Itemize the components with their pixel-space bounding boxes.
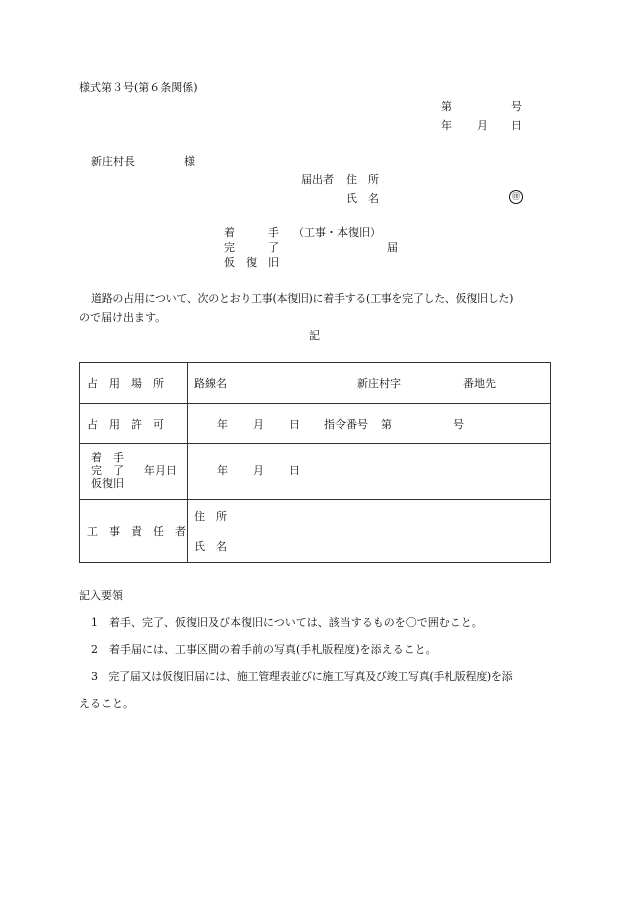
village-label: 新庄村字 xyxy=(357,377,401,390)
label-permit-text: 占 用 許 可 xyxy=(87,418,164,431)
date-year-label: 年 xyxy=(441,119,452,132)
applicant-name-label: 氏 名 xyxy=(346,192,379,205)
title-line-chakushu: 着 手 xyxy=(224,226,279,239)
table-row-responsible xyxy=(80,500,551,563)
order-number-label: 指令番号 xyxy=(324,418,368,431)
value-location xyxy=(188,363,551,404)
title-line-karifukkyu: 仮 復 旧 xyxy=(224,256,279,269)
notes-heading: 記入要領 xyxy=(79,589,123,602)
label-responsible xyxy=(80,500,188,563)
addressee-honorific: 様 xyxy=(184,155,195,168)
date-day-label: 日 xyxy=(511,119,522,132)
order-dai-label: 第 xyxy=(381,418,392,431)
banchi-label: 番地先 xyxy=(463,377,496,390)
responsible-address-label: 住 所 xyxy=(194,510,227,523)
value-responsible xyxy=(188,500,551,563)
permit-year-label: 年 xyxy=(217,418,228,431)
notes-item-3: 3 完了届又は仮復旧届には、施工管理表並びに施工写真及び竣工写真(手札版程度)を添 xyxy=(91,670,513,683)
label-karifukkyu: 仮復旧 xyxy=(91,477,124,490)
table-row-location xyxy=(80,363,551,404)
occupancy-form-table xyxy=(79,362,551,563)
label-location-text: 占 用 場 所 xyxy=(87,377,164,390)
number-label-dai: 第 xyxy=(441,100,452,113)
title-line-kanryo: 完 了 xyxy=(224,241,279,254)
number-label-go: 号 xyxy=(511,100,522,113)
label-responsible-text: 工 事 責 任 者 xyxy=(87,525,186,538)
seal-mark-text: ㊞ xyxy=(512,192,520,201)
ki-label: 記 xyxy=(309,329,320,342)
permit-month-label: 月 xyxy=(253,418,264,431)
label-date-suffix: 年月日 xyxy=(144,464,177,477)
order-go-label: 号 xyxy=(453,418,464,431)
form-number: 様式第３号(第６条関係) xyxy=(79,81,198,94)
table-row-permit xyxy=(80,404,551,444)
body-line-2: ので届け出ます。 xyxy=(79,311,167,324)
notes-item-3-cont: えること。 xyxy=(79,697,134,710)
responsible-name-label: 氏 名 xyxy=(194,540,227,553)
label-permit xyxy=(80,404,188,444)
label-location xyxy=(80,363,188,404)
label-dates xyxy=(80,444,188,500)
title-note: （工事・本復旧） xyxy=(293,226,381,239)
applicant-label: 届出者 xyxy=(301,173,334,186)
notes-item-1: 1 着手、完了、仮復旧及び本復旧については、該当するものを〇で囲むこと。 xyxy=(91,616,483,629)
label-kanryo: 完 了 xyxy=(91,464,124,477)
dates-month-label: 月 xyxy=(253,464,264,477)
road-name-label: 路線名 xyxy=(194,377,227,390)
value-permit xyxy=(188,404,551,444)
label-chakushu: 着 手 xyxy=(91,451,124,464)
body-line-1: 道路の占用について、次のとおり工事(本復旧)に着手する(工事を完了した、仮復旧した) xyxy=(91,292,514,305)
table-row-dates xyxy=(80,444,551,500)
applicant-address-label: 住 所 xyxy=(346,173,379,186)
permit-day-label: 日 xyxy=(289,418,300,431)
notes-item-2: 2 着手届には、工事区間の着手前の写真(手札版程度)を添えること。 xyxy=(91,643,437,656)
seal-mark xyxy=(509,190,523,204)
dates-day-label: 日 xyxy=(289,464,300,477)
addressee-name: 新庄村長 xyxy=(91,155,135,168)
dates-year-label: 年 xyxy=(217,464,228,477)
date-month-label: 月 xyxy=(477,119,488,132)
title-suffix-todoke: 届 xyxy=(387,241,398,254)
value-dates xyxy=(188,444,551,500)
